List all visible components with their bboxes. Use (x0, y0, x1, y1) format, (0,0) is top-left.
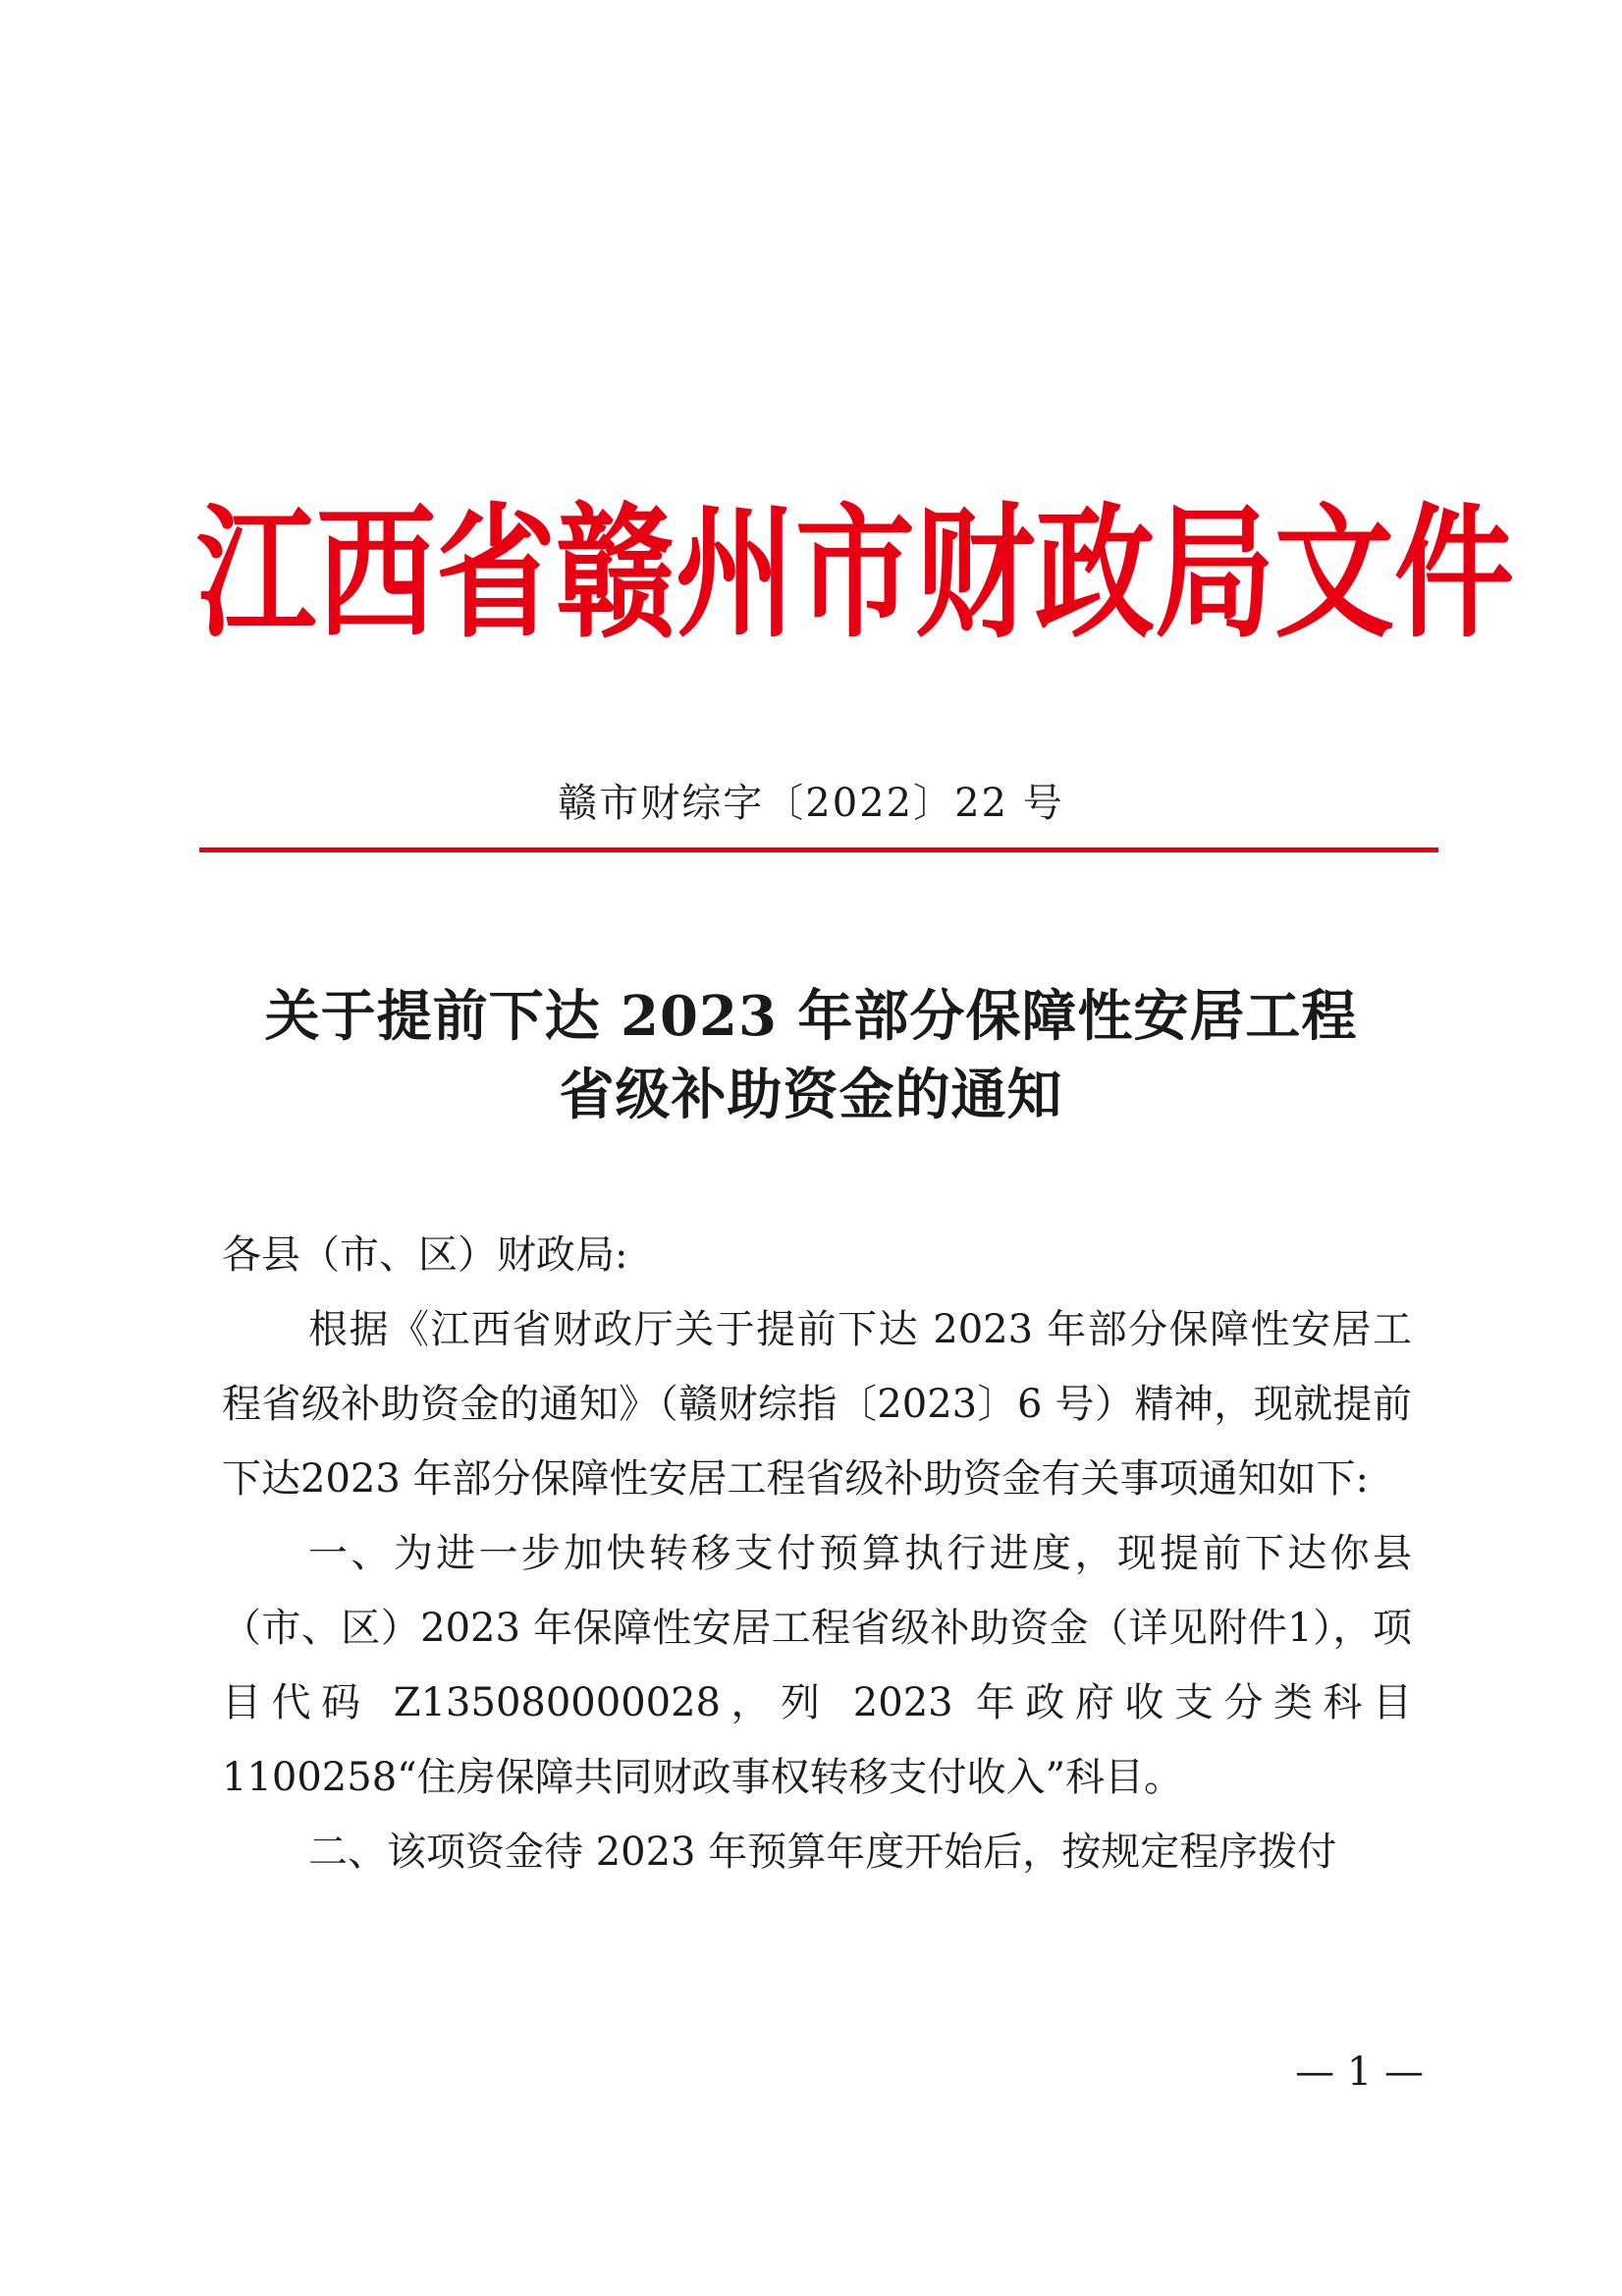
issuer-red-header: 江西省赣州市财政局文件 (196, 487, 1514, 658)
page-number: — 1 — (1295, 2050, 1424, 2095)
body-paragraph: 一、为进一步加快转移支付预算执行进度，现提前下达你县（市、区）2023 年保障性安居工程省级补助资金（详见附件1），项目代码 Z135080000028，列 2023 年政府收支分类科目1100258“住房保障共同财政事权转移支付收入”科目。 (222, 1531, 1412, 1800)
document-title-line-2: 省级补助资金的通知 (559, 1063, 1063, 1127)
salutation: 各县（市、区）财政局: (222, 1232, 628, 1278)
body-paragraph: 根据《江西省财政厅关于提前下达 2023 年部分保障性安居工程省级补助资金的通知》（赣财综指〔2023〕6 号）精神，现就提前下达2023 年部分保障性安居工程省级补助资金有关事项通知如下: (222, 1307, 1412, 1502)
document-body (222, 1218, 1412, 1889)
document-number: 赣市财综字〔2022〕22 号 (558, 781, 1064, 826)
body-paragraph: 二、该项资金待 2023 年预算年度开始后，按规定程序拨付 (308, 1830, 1337, 1875)
red-separator-line (199, 847, 1438, 852)
document-title (196, 977, 1426, 1134)
document-title-line-1: 关于提前下达 2023 年部分保障性安居工程 (264, 984, 1358, 1049)
